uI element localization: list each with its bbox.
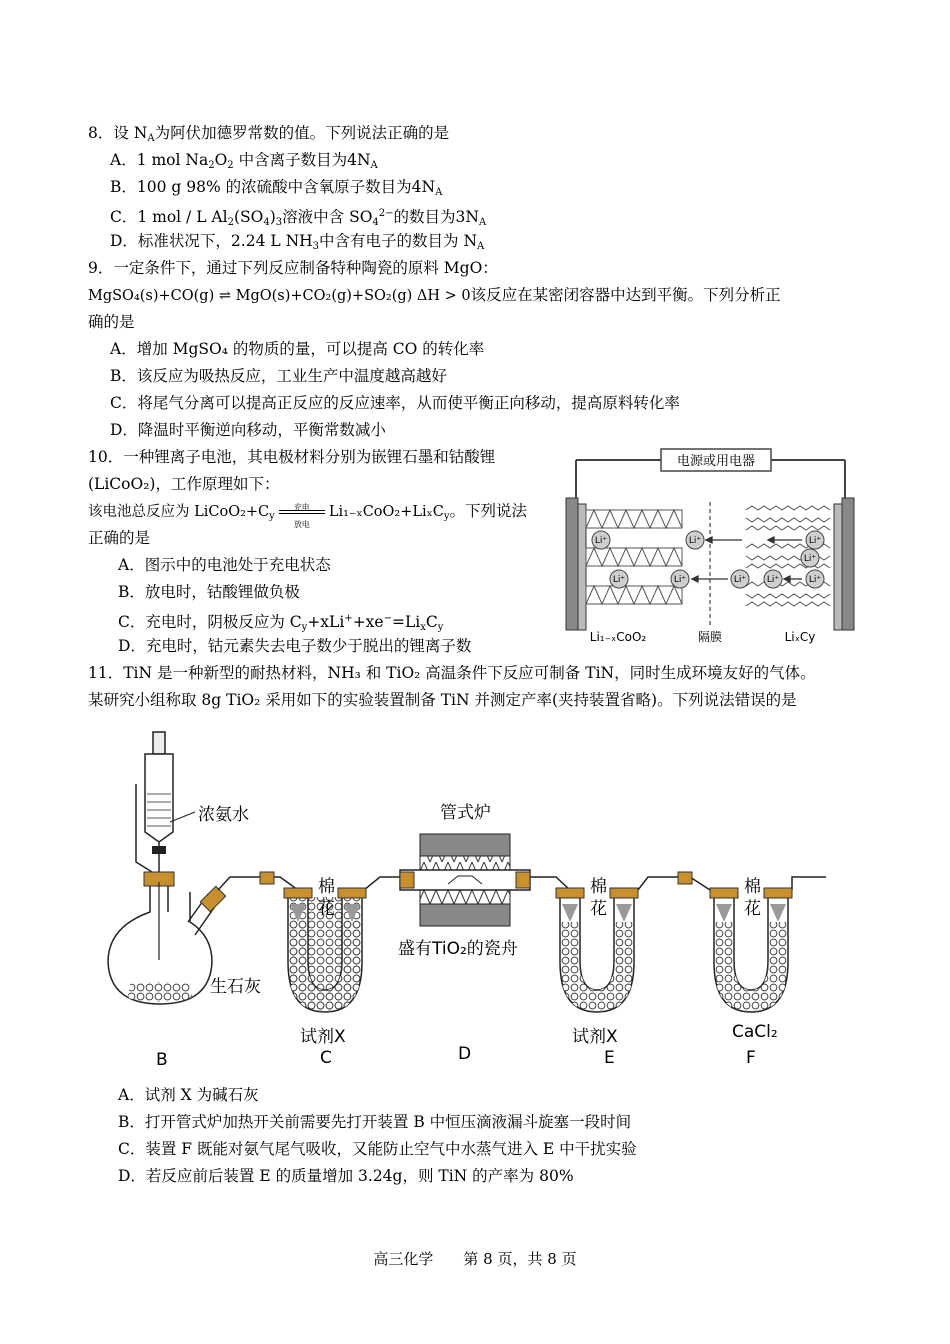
label-cotton-f: 棉花: [744, 877, 761, 919]
ion-label: Li⁺: [688, 536, 702, 546]
battery-diagram: [560, 446, 860, 651]
label-cacl2: CaCl₂: [732, 1022, 778, 1042]
q10-option-d: D．充电时，钴元素失去电子数少于脱出的锂离子数: [118, 637, 472, 655]
right-electrode: [842, 498, 854, 630]
label-f: F: [746, 1048, 756, 1068]
q9-option-a: A．增加 MgSO₄ 的物质的量，可以提高 CO 的转化率: [110, 340, 485, 358]
q9-option-c: C．将尾气分离可以提高正反应的反应速率，从而使平衡正向移动，提高原料转化率: [110, 394, 680, 412]
q11-option-a: A．试剂 X 为碱石灰: [118, 1086, 259, 1104]
q8-option-a: A．1 mol $Na_2O_2$ 中含离子数目为$4N_A$: [110, 151, 378, 171]
q11-option-d: D．若反应前后装置 E 的质量增加 3.24g，则 TiN 的产率为 80%: [118, 1167, 574, 1185]
apparatus-diagram: [100, 722, 840, 1072]
ion-label: Li⁺: [808, 536, 822, 546]
ion-label: Li⁺: [733, 575, 747, 585]
label-cotton-e: 棉花: [590, 877, 607, 919]
q10-option-b: B．放电时，钴酸锂做负极: [118, 583, 300, 601]
reversible-arrow: 充电 放电: [275, 500, 329, 522]
stopcock: [152, 846, 166, 854]
ion-label: Li⁺: [766, 575, 780, 585]
q11-option-c: C．装置 F 既能对氨气尾气吸收，又能防止空气中水蒸气进入 E 中干扰实验: [118, 1140, 637, 1158]
ion-label: Li⁺: [612, 575, 626, 585]
q8-option-c: C．1 mol / L $Al_2(SO_4)_3$溶液中含 $SO_4^{2-}$的数目为$3N_A$: [110, 208, 487, 228]
q9-option-d: D．降温时平衡逆向移动，平衡常数减小: [110, 421, 386, 439]
q11-stem-1: 11．TiN 是一种新型的耐热材料，NH₃ 和 TiO₂ 高温条件下反应可制备 TiN，同时生成环境友好的气体。: [88, 664, 816, 682]
q10-stem-1: 10．一种锂离子电池，其电极材料分别为嵌锂石墨和钴酸锂: [88, 448, 496, 466]
q10-option-c: C．充电时，阴极反应为 $C_y+xLi^++xe^-=Li_xC_y$: [118, 613, 444, 633]
tube-furnace: [400, 834, 530, 926]
q9-option-b: B．该反应为吸热反应，工业生产中温度越高越好: [110, 367, 447, 385]
q9-equation: MgSO₄(s)+CO(g) ⇌ MgO(s)+CO₂(g)+SO₂(g) ΔH > 0该反应在某密闭容器中达到平衡。下列分析正: [88, 286, 781, 304]
q8-stem: 8．设 $N_A$为阿伏加德罗常数的值。下列说法正确的是: [88, 124, 450, 144]
q9-stem-2: 确的是: [88, 313, 135, 331]
flask-b: [108, 872, 226, 1004]
dropping-funnel: [136, 732, 173, 882]
q10-option-a: A．图示中的电池处于充电状态: [118, 556, 331, 574]
power-label: 电源或用电器: [676, 454, 756, 469]
label-b: B: [156, 1050, 168, 1070]
q11-option-b: B．打开管式炉加热开关前需要先打开装置 B 中恒压滴液漏斗旋塞一段时间: [118, 1113, 632, 1131]
label-ammonia: 浓氨水: [198, 805, 249, 825]
ion-label: Li⁺: [808, 575, 822, 585]
ion-label: Li⁺: [673, 575, 687, 585]
q9-stem: 9．一定条件下，通过下列反应制备特种陶瓷的原料 MgO：: [88, 259, 498, 277]
q8-option-b: B．100 g 98% 的浓硫酸中含氧原子数目为$4N_A$: [110, 178, 443, 198]
cathode-label: Li₁₋ₓCoO₂: [589, 630, 647, 644]
q8-option-d: D．标准状况下，2.24 L $NH_3$中含有电子的数目为 $N_A$: [110, 232, 485, 252]
label-quicklime: 生石灰: [210, 977, 261, 997]
q11-stem-2: 某研究小组称取 8g TiO₂ 采用如下的实验装置制备 TiN 并测定产率(夹持装置省略)。下列说法错误的是: [88, 691, 797, 709]
left-electrode: [566, 498, 578, 630]
label-e: E: [604, 1048, 615, 1068]
label-boat: 盛有TiO₂的瓷舟: [398, 939, 518, 959]
label-c: C: [320, 1048, 332, 1068]
label-reagent-c: 试剂X: [300, 1027, 346, 1047]
ion-label: Li⁺: [803, 554, 817, 564]
label-furnace: 管式炉: [440, 803, 491, 823]
label-d: D: [458, 1044, 472, 1064]
label-reagent-e: 试剂X: [572, 1027, 618, 1047]
q10-stem-4: 正确的是: [88, 529, 151, 547]
q10-stem-2: (LiCoO₂)，工作原理如下：: [88, 475, 280, 493]
label-cotton-c: 棉花: [318, 877, 335, 919]
separator-label: 隔膜: [697, 630, 723, 644]
anode-label: LiₓCy: [784, 630, 816, 644]
ion-label: Li⁺: [594, 536, 608, 546]
page-footer: 高三化学 第 8 页，共 8 页: [373, 1250, 577, 1268]
q10-stem-3: 该电池总反应为 $LiCoO_2+C_y$ 充电 放电 Li₁₋ₓCoO₂+LiₓC$_y$。下列说法: [88, 502, 528, 529]
